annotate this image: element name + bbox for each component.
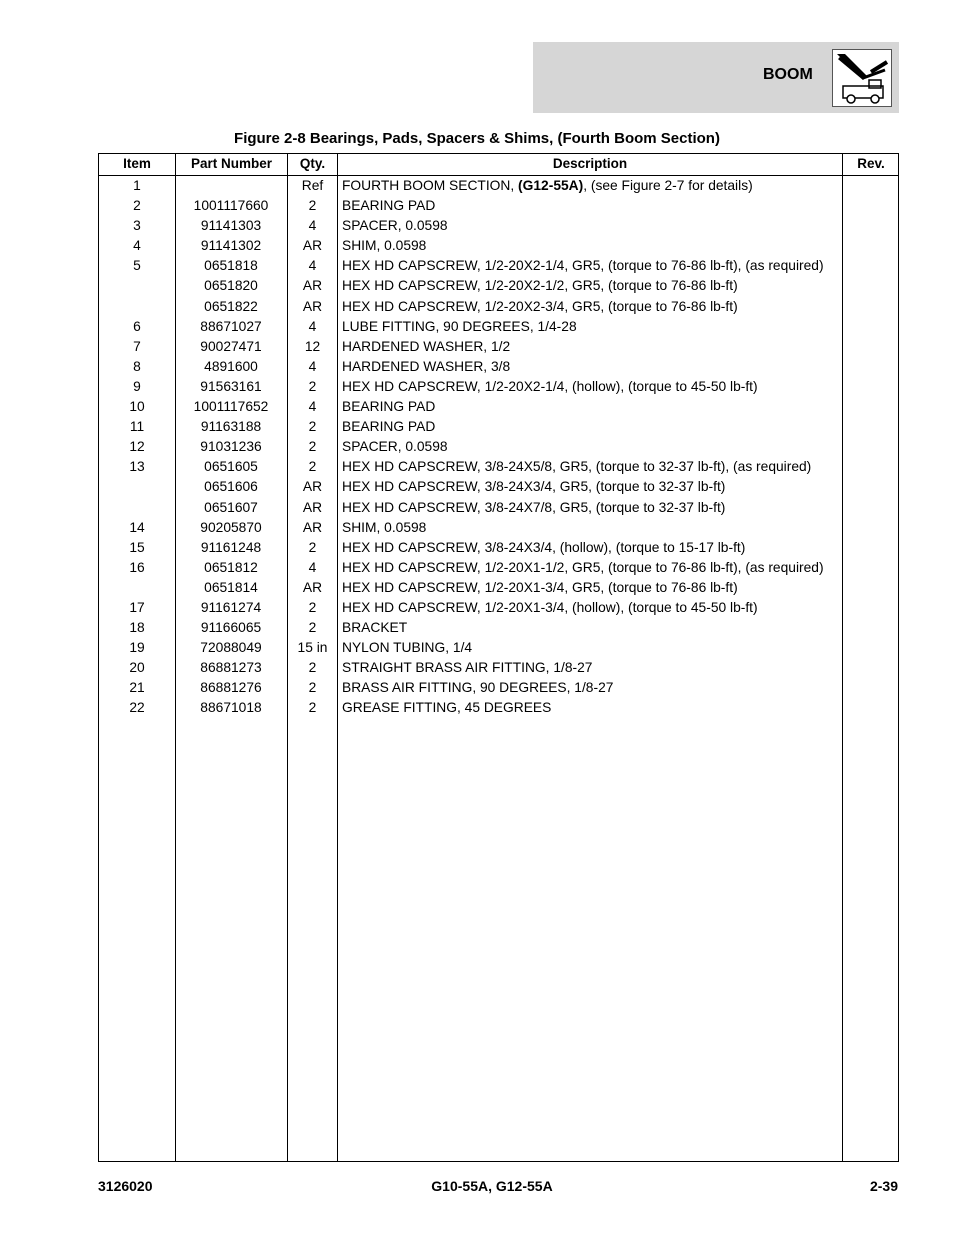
quantity: 4 [308,358,317,374]
item-number: 21 [129,680,145,696]
description-text: STRAIGHT BRASS AIR FITTING, 1/8-27 [342,660,593,676]
header-item: Item [123,156,151,171]
description [342,357,510,377]
table-row [99,317,898,337]
description-text: SPACER, 0.0598 [342,218,448,234]
item-number: 22 [129,700,145,716]
item-number: 2 [133,198,141,214]
description-text: BEARING PAD [342,419,436,435]
description-text: HEX HD CAPSCREW, 3/8-24X3/4, GR5, (torque to 32-37 lb-ft) [342,479,726,495]
description [342,256,824,276]
table-row [99,498,898,518]
item-number: 15 [129,539,145,555]
description-text: HARDENED WASHER, 3/8 [342,358,511,374]
description-text: LUBE FITTING, 90 DEGREES, 1/4-28 [342,318,577,334]
description-text: GREASE FITTING, 45 DEGREES [342,700,552,716]
description-model-bold: (G12-55A) [518,178,584,193]
quantity: 2 [308,198,317,214]
description [342,297,738,317]
part-number: 91031236 [200,439,262,455]
description [342,276,738,296]
table-row [99,377,898,397]
quantity: AR [302,519,323,535]
header-part-number: Part Number [190,156,273,171]
table-row [99,417,898,437]
part-number: 91141303 [200,218,262,234]
quantity: 2 [308,660,317,676]
doc-number: 3126020 [98,1178,153,1194]
description [342,618,407,638]
quantity: 4 [308,559,317,575]
part-number: 88671018 [200,700,262,716]
quantity: 2 [308,700,317,716]
item-number: 12 [129,439,145,455]
part-number: 88671027 [200,318,262,334]
table-row [99,578,898,598]
quantity: 2 [308,439,317,455]
part-number: 4891600 [204,358,258,374]
table-row [99,196,898,216]
table-row [99,357,898,377]
table-row [99,457,898,477]
part-number: 0651822 [204,298,258,314]
part-number: 91161274 [200,599,262,615]
description-text: BRASS AIR FITTING, 90 DEGREES, 1/8-27 [342,680,614,696]
item-number: 6 [133,318,141,334]
description [342,498,725,518]
description [342,638,472,658]
table-row [99,216,898,236]
table-row [99,658,898,678]
description-text: SHIM, 0.0598 [342,519,427,535]
part-number: 0651605 [204,459,258,475]
description [342,477,725,497]
quantity: 2 [308,620,317,636]
part-number: 90027471 [200,338,262,354]
description [342,317,577,337]
quantity: AR [302,479,323,495]
quantity: Ref [301,178,324,193]
part-number: 72088049 [200,640,262,656]
part-number: 91166065 [200,620,262,636]
description [342,377,758,397]
quantity: 2 [308,459,317,475]
header-qty: Qty. [299,156,326,171]
part-number: 1001117660 [193,198,269,214]
part-number: 90205870 [200,519,262,535]
description [342,538,745,558]
part-number: 91141302 [200,238,262,254]
parts-table [98,153,899,1162]
item-number: 17 [129,599,145,615]
table-row [99,698,898,718]
table-row [99,276,898,296]
item-number: 5 [133,258,141,274]
description [342,176,753,196]
quantity: 2 [308,419,317,435]
quantity: 2 [308,378,317,394]
description [342,196,435,216]
quantity: 2 [308,599,317,615]
item-number: 18 [129,620,145,636]
quantity: AR [302,298,323,314]
description [342,578,738,598]
table-row [99,176,898,196]
description [342,216,448,236]
description-text: SPACER, 0.0598 [342,439,448,455]
telehandler-boom-icon [832,49,892,107]
table-row [99,538,898,558]
table-row [99,256,898,276]
description-text: BEARING PAD [342,198,436,214]
part-number: 86881273 [200,660,262,676]
description [342,457,811,477]
table-row [99,437,898,457]
part-number: 0651820 [204,278,258,294]
quantity: AR [302,238,323,254]
description [342,598,758,618]
table-row [99,618,898,638]
description-text: HEX HD CAPSCREW, 1/2-20X1-1/2, GR5, (torque to 76-86 lb-ft), (as required) [342,559,824,575]
item-number: 11 [129,419,145,435]
description [342,337,510,357]
description-text: HEX HD CAPSCREW, 1/2-20X2-1/4, GR5, (torque to 76-86 lb-ft), (as required) [342,258,824,274]
part-number: 91163188 [200,419,262,435]
item-number: 7 [133,338,141,354]
description-text: HEX HD CAPSCREW, 1/2-20X1-3/4, (hollow), (torque to 45-50 lb-ft) [342,599,758,615]
table-row [99,337,898,357]
part-number: 91161248 [200,539,262,555]
item-number: 9 [133,378,141,394]
quantity: 4 [308,258,317,274]
item-number: 1 [133,178,141,193]
item-number: 10 [129,399,145,415]
description-text: HEX HD CAPSCREW, 3/8-24X3/4, (hollow), (torque to 15-17 lb-ft) [342,539,746,555]
quantity: AR [302,278,323,294]
quantity: AR [302,499,323,515]
part-number: 0651606 [204,479,258,495]
quantity: 4 [308,318,317,334]
quantity: 2 [308,680,317,696]
item-number: 4 [133,238,141,254]
part-number: 91563161 [200,378,262,394]
item-number: 13 [129,459,145,475]
part-number: 0651814 [204,579,258,595]
description [342,397,435,417]
description-text: HEX HD CAPSCREW, 3/8-24X5/8, GR5, (torque to 32-37 lb-ft), (as required) [342,459,812,475]
description-text-suffix: , (see Figure 2-7 for details) [583,178,753,193]
quantity: 12 [304,338,321,354]
table-row [99,558,898,578]
quantity: 15 in [297,640,328,656]
page-number: 2-39 [869,1178,898,1194]
description [342,437,448,457]
header-rev: Rev. [857,156,885,171]
description-text: HEX HD CAPSCREW, 1/2-20X1-3/4, GR5, (torque to 76-86 lb-ft) [342,579,738,595]
model-numbers: G10-55A, G12-55A [431,1178,553,1194]
part-number: 86881276 [200,680,262,696]
quantity: 2 [308,539,317,555]
description-text: HEX HD CAPSCREW, 1/2-20X2-1/4, (hollow), (torque to 45-50 lb-ft) [342,378,758,394]
table-body [99,176,898,719]
description-text: BEARING PAD [342,399,436,415]
item-number: 14 [129,519,145,535]
table-row [99,678,898,698]
description-text: FOURTH BOOM SECTION, [342,178,519,193]
table-row [99,518,898,538]
item-number: 16 [129,559,145,575]
description [342,698,551,718]
table-row [99,477,898,497]
description-text: HARDENED WASHER, 1/2 [342,338,511,354]
description [342,518,426,538]
description [342,417,435,437]
part-number: 0651607 [204,499,258,515]
quantity: AR [302,579,323,595]
description-text: HEX HD CAPSCREW, 1/2-20X2-1/2, GR5, (torque to 76-86 lb-ft) [342,278,738,294]
item-number: 8 [133,358,141,374]
item-number: 19 [129,640,145,656]
part-number: 0651818 [204,258,258,274]
description [342,558,824,578]
header-description: Description [552,156,628,171]
table-header [99,154,898,176]
table-row [99,397,898,417]
figure-title: Figure 2-8 Bearings, Pads, Spacers & Shims, (Fourth Boom Section) [234,130,720,147]
description-text: BRACKET [342,620,408,636]
description-text: NYLON TUBING, 1/4 [342,640,473,656]
description-text: HEX HD CAPSCREW, 3/8-24X7/8, GR5, (torque to 32-37 lb-ft) [342,499,726,515]
item-number: 3 [133,218,141,234]
table-row [99,297,898,317]
quantity: 4 [308,218,317,234]
part-number: 1001117652 [193,399,269,415]
quantity: 4 [308,399,317,415]
table-row [99,598,898,618]
part-number: 0651812 [204,559,258,575]
table-row [99,236,898,256]
item-number: 20 [129,660,145,676]
description-text: HEX HD CAPSCREW, 1/2-20X2-3/4, GR5, (torque to 76-86 lb-ft) [342,298,738,314]
description-text: SHIM, 0.0598 [342,238,427,254]
description [342,678,613,698]
section-label: BOOM [763,66,813,83]
table-row [99,638,898,658]
description [342,658,592,678]
description [342,236,426,256]
